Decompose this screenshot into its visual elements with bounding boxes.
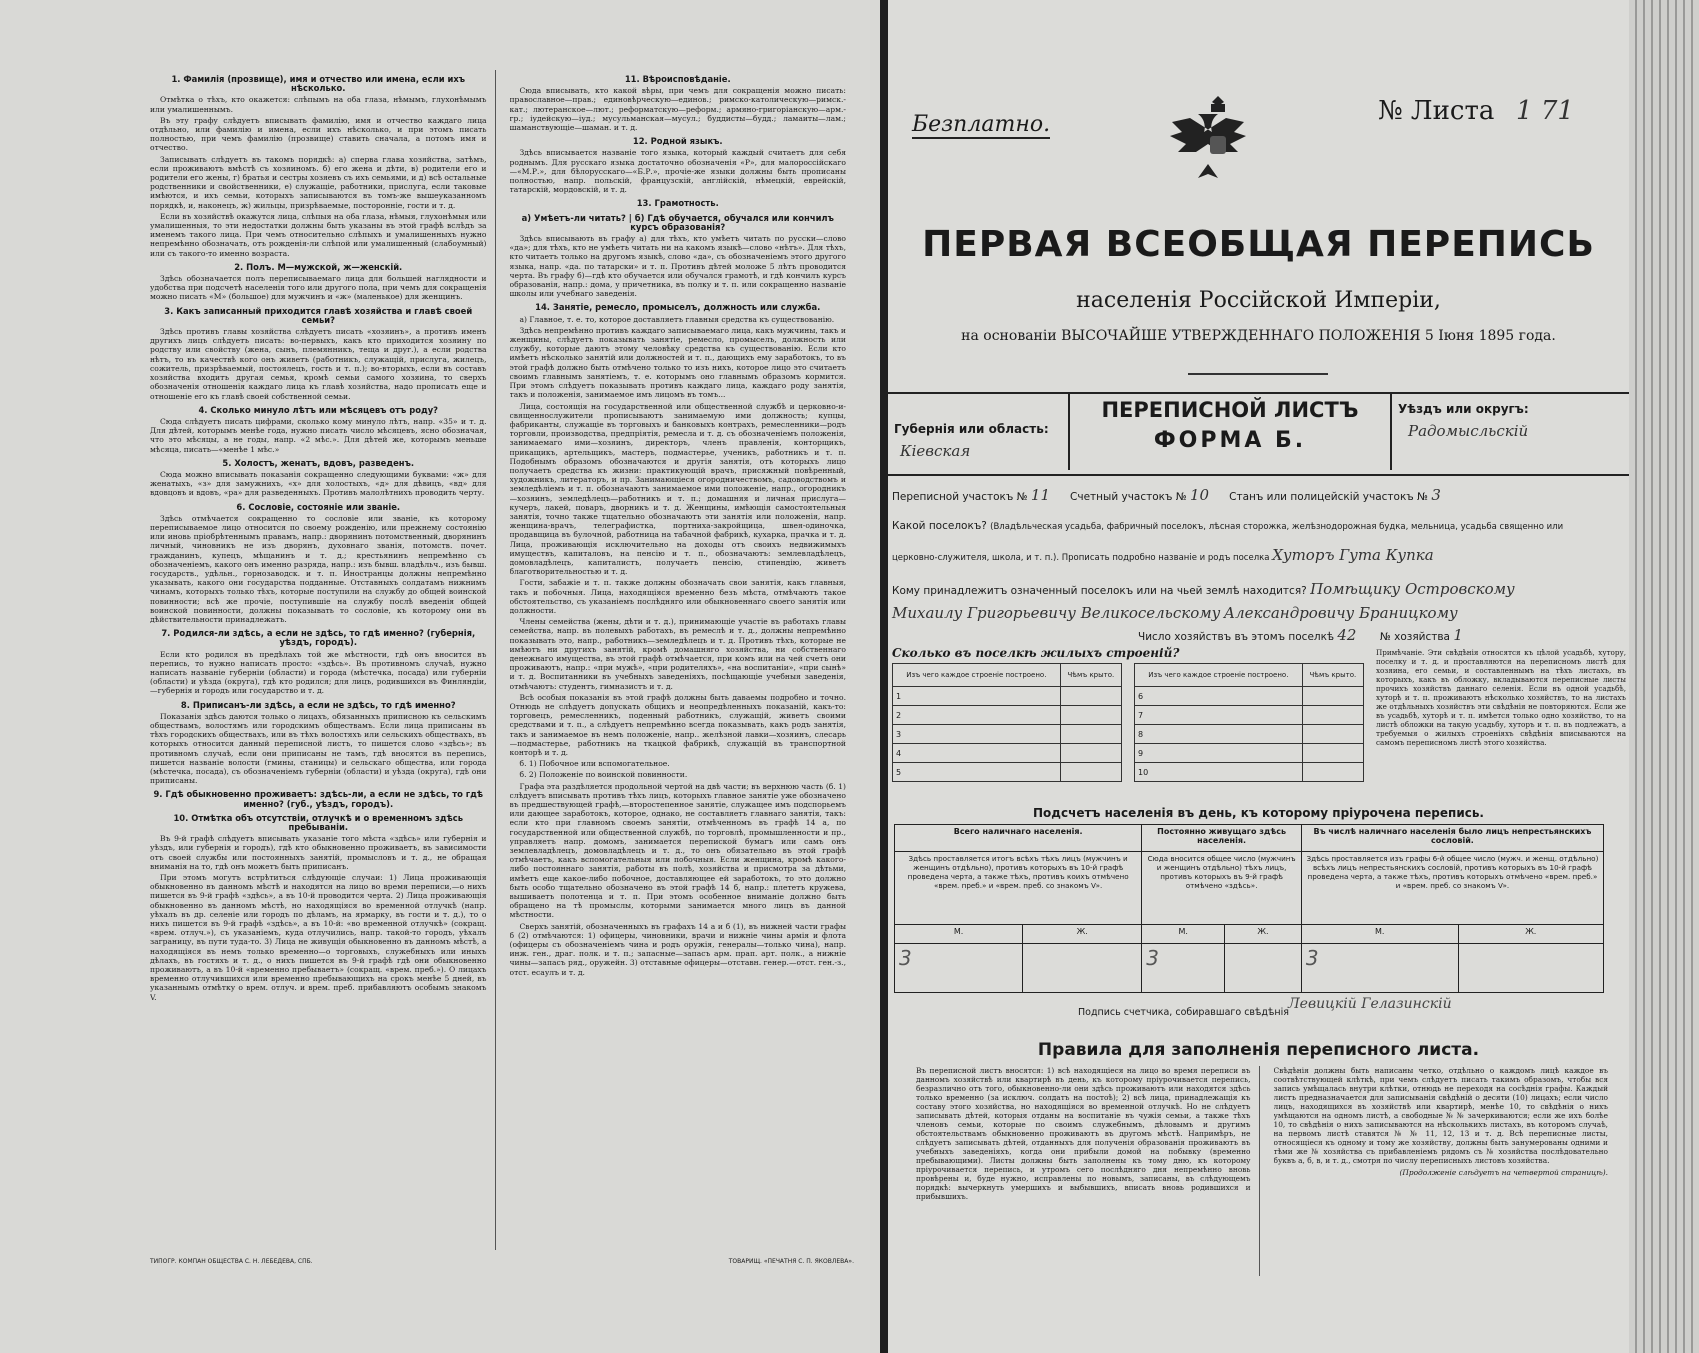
instruction-paragraph: Лица, состоящія на государственной или общественной службѣ и церковно-и-священнослужители прописываютъ занимаемую ими должность; купцы, фабриканты, служащіе въ торговыхъ и банковыхъ контрахъ, ремесленники—родъ торговли, производства, предпріятія, ремесла и т. д. съ обозначеніемъ положенія, занимаемаго ими—хозяинъ, директоръ, членъ правленія, конторщикъ, прикащикъ, артельщикъ, мастеръ, подмастерье, ученикъ, работникъ и т. п. Подобнымъ образомъ обозначаются и другія занятія, отъ которыхъ лицо получаетъ средства къ жизни: практикующій врачъ, присяжный повѣренный, художникъ, литераторъ, и пр. Занимающіеся огородничествомъ, садоводствомъ и земледѣліемъ и т. п. обозначаютъ занимаемое ими положеніе, напр., огородникъ—хозяинъ, земледѣлецъ—работникъ и т. п.; домашняя и личная прислуга—кучеръ, лакей, поваръ, дворникъ и т. д. Женщины, имѣющія самостоятельныя занятія, точно также тщательно обозначаютъ эти занятія или положенія, напр. женщина-врачъ, телеграфистка, портниха-закройщица, швея-одиночка, продавщица въ булочной, работница на табачной фабрикѣ, кухарка, прачка и т. д. Лица, проживающія исключительно на доходы отъ своихъ недвижимыхъ имуществъ, капиталовъ, на пенсію и т. п., обозначаютъ: землевладѣлецъ, домовладѣлецъ, капиталистъ, получаетъ пенсію, стипендію, живетъ благотворительностью и т. д. — [509, 401, 846, 577]
nonpeasant-header: Въ числѣ наличнаго населенія было лицъ непрестьянскихъ сословій. — [1301, 825, 1603, 852]
census-district-value: 11 — [1030, 486, 1051, 504]
instruction-paragraph: Отмѣтка о тѣхъ, кто окажется: слѣпымъ на оба глаза, нѣмымъ, глухонѣмымъ или умалишеннымъ. — [150, 95, 487, 114]
buildings-note: Примѣчаніе. Эти свѣдѣнія относятся къ цѣлой усадьбѣ, хутору, поселку и т. д. и проставляются на переписномъ листѣ для хозяина, его семьи, и составленнымъ на тѣхъ листахъ, въ которыхъ, какъ въ обложку, вкладываются переписные листы прочихъ хозяйствъ даннаго селенія. Если въ одной усадьбѣ, хуторѣ и т. п. проживаютъ нѣсколько хозяйствъ, то на листахъ же отдѣльныхъ хозяйствъ эти свѣдѣнія не повторяются. Если же въ усадьбѣ, хуторѣ и т. п. имѣется только одно хозяйство, то на листѣ обложки на такую усадьбу, хуторъ и т. п. въ подлежатъ, а требуемыя о жилыхъ строеніяхъ свѣдѣнія вписываются на самомъ переписномъ листѣ этого хозяйства. — [1376, 648, 1626, 747]
total-male-value: 3 — [895, 944, 1023, 993]
total-female-value — [1023, 944, 1142, 993]
households-value: 42 — [1337, 626, 1357, 644]
stacked-page-edges — [1629, 0, 1699, 1353]
police-district-value: 3 — [1431, 486, 1441, 504]
instruction-paragraph: а) Главное, т. е. то, которое доставляетъ главныя средства къ существованію. — [519, 314, 835, 324]
instruction-paragraph: Гости, забажіе и т. п. также должны обозначать свои занятія, какъ главныя, такъ и побочныя. Лица, находящіяся временно безъ мѣста, отмѣчаютъ такое обстоятельство, съ указаніемъ послѣдняго или обыкновеннаго своего занятія или должности. — [509, 578, 846, 615]
building-row-number: 4 — [893, 744, 1061, 763]
instruction-column-2 — [510, 70, 855, 1250]
household-number-value: 1 — [1453, 626, 1463, 644]
instruction-column-1 — [150, 70, 496, 1250]
building-roof-cell — [1060, 763, 1121, 782]
section-heading: а) Умѣетъ-ли читать? | б) Гдѣ обучается, обучался или кончилъ курсъ образованія? — [521, 212, 834, 232]
form-title-sheet: ПЕРЕПИСНОЙ ЛИСТЪ — [1101, 398, 1359, 422]
buildings-table-right: Изъ чего каждое строеніе построено. Чѣмъ крыто. 6 7 8 9 10 — [1134, 663, 1364, 782]
continued-note: (Продолженіе слѣдуетъ на четвертой страницѣ). — [1399, 1168, 1608, 1177]
section-heading: 10. Отмѣтка объ отсутствіи, отлучкѣ и о временномъ здѣсь пребываніи. — [173, 812, 464, 833]
gubernia-value: Кіевская — [900, 442, 971, 460]
census-title: ПЕРВАЯ ВСЕОБЩАЯ ПЕРЕПИСЬ — [922, 224, 1595, 265]
building-roof-cell — [1060, 687, 1121, 706]
total-population-header: Всего наличнаго населенія. — [895, 825, 1142, 852]
uezd-value: Радомысльскій — [1408, 422, 1529, 440]
sheet-number-value: 1 71 — [1516, 96, 1574, 126]
instruction-paragraph: б. 1) Побочное или вспомогательное. — [519, 759, 670, 769]
instruction-paragraph: Сверхъ занятій, обозначенныхъ въ графахъ 14 а и б (1), въ нижней части графы б (2) отмѣчаются: 1) офицеры, чиновники, врачи и нижніе чины армія и флота (офицеры съ обозначеніемъ чина и родъ оружія, генералы—только чина), напр. инж. ген., драг. полк. и т. п.; запасные—запасъ арм. прап. арт. полк., а нижніе чины—запасъ ряд., оружейн. 3) отставные офицеры—отставн. генер.—отст. ген.-з., отст. есаулъ и т. д. — [509, 921, 846, 977]
owner-line-2 — [892, 604, 1458, 622]
instruction-paragraph: Сюда можно вписывать показанія сокращенно следующими буквами: «ж» для женатыхъ, «з» для замужнихъ, «х» для холостыхъ, «д» для дѣвицъ, «вд» для вдовцовъ и вдовъ, «ра» для разведенныхъ. Противъ малолѣтнихъ проводить черту. — [150, 469, 487, 498]
instruction-paragraph: б. 2) Положеніе по воинской повинности. — [519, 770, 688, 780]
building-row-number: 8 — [1135, 725, 1303, 744]
building-roof-cell — [1060, 706, 1121, 725]
building-row — [893, 706, 1122, 725]
settlement-hint-line: церковно-служителя, школа, и т. п.). Прописать подробно названіе и родъ поселка Хуторъ Гута Купка — [892, 546, 1434, 564]
rules-column-1: Въ переписной листъ вносятся: 1) всѣ находящіеся на лицо во время переписи въ данномъ хозяйствѣ или квартирѣ въ день, къ которому пріурочивается перепись, безразлично отъ того, обыкновенно-ли они здѣсь проживаютъ или находятся здѣсь только временно (за исключ. солдатъ на постоѣ); 2) всѣ лица, принадлежащія къ составу этого хозяйства, но находящіяся во временной отлучкѣ. Но не слѣдуетъ записывать дѣтей, которыя отданы на воспитаніе въ чужія семьи, а также тѣхъ членовъ семьи, которые по своимъ служебнымъ, дѣловымъ и другимъ обстоятельствамъ обыкновенно проживаютъ въ другомъ мѣстѣ. Напримѣръ, не слѣдуетъ записывать дѣтей, отданныхъ для полученія образованія проживаютъ въ учебныхъ заведеніяхъ, когда они прибыли домой на побывку (временно пребывающими). Листы должны быть заполнены къ тому дню, къ которому пріурочивается перепись, и утромъ сего послѣдняго дня непремѣнно вновь провѣрены и, буде нужно, исправлены по новымъ, записаны, въ слѣдующемъ порядкѣ: вычеркнуть умершихъ и выбывшихъ, вписать вновь родившихся и прибывшихъ. — [916, 1066, 1260, 1276]
instruction-paragraph: Записывать слѣдуетъ въ такомъ порядкѣ: а) сперва глава хозяйства, затѣмъ, если проживаютъ вмѣстѣ съ хозяиномъ. б) его жена и дѣти, в) родители его и родители его жены, г) братья и сестры хозяевъ съ ихъ семьями, и д) всѣ остальные родственники и свойственники, е) служащіе, работники, прислуга, если таковые имѣются, и ихъ семьи, которыхъ записываются въ томъ-же вышеуказанномъ порядкѣ, и, наконецъ, ж) жильцы, призрѣваемые, посторонніе, гости и т. д. — [150, 154, 487, 210]
nonpeasant-female-value — [1458, 944, 1603, 993]
gubernia-label: Губернія или область: — [894, 422, 1049, 436]
rules-title: Правила для заполненія переписного листа. — [1037, 1040, 1480, 1060]
right-page-census-form — [888, 0, 1699, 1353]
instruction-paragraph: Сюда слѣдуетъ писать цифрами, сколько кому минуло лѣтъ, напр. «35» и т. д. Для дѣтей, которымъ менѣе года, нужно писать число мѣсяцевъ, ясно обозначая, что это мѣсяцы, а не годы, напр. «2 мѣс.». Для дѣтей же, которымъ меньше мѣсяца, писать—«менѣе 1 мѣс.» — [150, 416, 487, 454]
rules-column-2: Свѣдѣнія должны быть написаны четко, отдѣльно о каждомъ лицѣ каждое въ соотвѣтствующей клѣткѣ, при чемъ слѣдуетъ писать такимъ образомъ, чтобы вся запись умѣщалась внутри клѣтки, отнюдь не переходя на сосѣднія графы. Каждый листъ предназначается для записыванія свѣдѣній о десяти (10) лицахъ; если число лицъ, находящихся въ хозяйствѣ или квартирѣ, менѣе 10, то свѣдѣнія о нихъ умѣщаются на одномъ листѣ, а свободные № № зачеркиваются; если же ихъ болѣе 10, то свѣдѣнія о нихъ записываются на нѣсколькихъ листахъ, въ которомъ случаѣ, на первомъ листѣ ставятся № № 11, 12, 13 и т. д. Всѣ переписные листы, относящіеся къ одному и тому же хозяйству, должны быть занумерованы одними и тѣми же № хозяйства съ прибавленіемъ рядомъ съ № хозяйства послѣдовательно буквъ а, б, в, и т. д., смотря по числу переписныхъ листовъ хозяйства. (Продолженіе слѣдуетъ на четвертой страницѣ). — [1273, 1066, 1608, 1177]
permanent-male-value: 3 — [1142, 944, 1225, 993]
imperial-eagle-icon — [1163, 88, 1273, 198]
building-roof-cell — [1302, 763, 1363, 782]
sheet-number-label: № Листа — [1378, 96, 1495, 126]
instruction-paragraph: Здѣсь обозначается полъ переписываемаго лица для большей наглядности и удобства при подсчетѣ населенія того или другого пола, при чемъ для сокращенія можно писать «М» (большое) для мужчинъ и «ж» (маленькое) для женщинъ. — [150, 274, 487, 302]
owner-value-1: Помѣщику Островскому — [1310, 580, 1515, 598]
building-row — [1135, 744, 1364, 763]
instruction-columns — [150, 70, 854, 1250]
building-row-number: 1 — [893, 687, 1061, 706]
permanent-female-value — [1225, 944, 1302, 993]
owner-value-2: Михаилу Григорьевичу Великосельскому — [892, 604, 1221, 622]
form-header-box — [888, 392, 1629, 476]
building-row — [893, 687, 1122, 706]
instruction-paragraph: Здѣсь вписывають въ графу а) для тѣхъ, кто умѣетъ читать по русски—слово «да»; для тѣхъ, кто не умѣетъ читать ни на какомъ языкѣ—слово «нѣтъ». Для тѣхъ, кто читаетъ только на другомъ языкѣ, слово «да», съ обозначеніемъ этого другого языка, напр. «да. по татарски» и т. п. Противъ дѣтей моложе 5 лѣтъ проводится черта. Въ графу б)—гдѣ кто обучается или обучался грамотѣ, и гдѣ кончилъ курсъ образованія, напр.: дома, у причетника, въ полку и т. п. или сокращенно названіе школы или учебнаго заведенія. — [509, 234, 846, 299]
permanent-population-header: Постоянно живущаго здѣсь населенія. — [1142, 825, 1302, 852]
section-heading: 6. Сословіе, состояніе или званіе. — [236, 501, 401, 512]
instruction-paragraph: Показанія здѣсь даются только о лицахъ, обязанныхъ приписною къ сельскимъ обществамъ, волостямъ или городскимъ обществамъ. Если лица приписаны въ тѣхъ городскихъ обществахъ, или въ тѣхъ волостяхъ или сельскихъ обществахъ, въ которыхъ относится данный переписной листъ, то пишется слово «здѣсь»; въ противномъ случаѣ, если они приписаны не тамъ, гдѣ вносятся въ перепись, пишется названіе волости (гмины, станицы) и сельскаго общества, или города (мѣстечка, посада), съ обозначеніемъ губерніи (области) и уѣзда (округа), гдѣ они приписаны. — [150, 711, 487, 786]
buildings-table-left: Изъ чего каждое строеніе построено. Чѣмъ крыто. 1 2 3 4 5 — [892, 663, 1122, 782]
title-rule — [1188, 373, 1328, 375]
form-title — [1068, 394, 1392, 470]
building-roof-cell — [1060, 744, 1121, 763]
building-roof-cell — [1302, 744, 1363, 763]
instruction-paragraph: Сюда вписывать, кто какой вѣры, при чемъ для сокращенія можно писать: православное—прав.; единовѣрческую—единов.; римско-католическую—римск.-кат.; лютеранское—лют.; реформатскую—реформ.; армяно-григоріанскую—арм.-гр.; іудейскую—іуд.; мусульманская—мусул.; буддисты—будд.; ламаиты—лам.; шаманствующіе—шаман. и т. д. — [509, 86, 846, 133]
enumerator-signature-value: Левицкій Гелазинскій — [1288, 996, 1452, 1012]
free-label: Безплатно. — [912, 112, 1051, 137]
households-line: Число хозяйствъ въ этомъ поселкѣ 42 № хозяйства 1 — [1138, 626, 1463, 644]
instruction-paragraph: Здѣсь непремѣнно противъ каждаго записываемаго лица, какъ мужчины, такъ и женщины, слѣдуетъ показывать занятіе, ремесло, промыселъ, должность или службу, которые даютъ этому человѣку средства къ существованію. Если кто имѣетъ нѣсколько занятій или должностей и т. п., дающихъ ему заработокъ, то въ этой графѣ должно быть отмѣчено только то изъ нихъ, которое лицо это считаетъ своимъ главнымъ занятіемъ, т. е. которымъ оно главнымъ образомъ кормится. При этомъ слѣдуетъ показывать противъ каждаго лица, каждаго роду занятія, такъ и положенія, занимаемое имъ лицомъ въ томъ... — [509, 325, 846, 400]
instruction-paragraph: Члены семейства (жены, дѣти и т. д.), принимающіе участіе въ работахъ главы семейства, напр. въ полевыхъ работахъ, въ ремеслѣ и т. д., должны непремѣнно показывать это, напр., работникъ—земледѣлецъ и т. д. Противъ тѣхъ, которые не имѣютъ ни другихъ занятій, кромѣ домашняго хозяйства, ни собственнаго денежнаго имущества, въ этой графѣ отмѣчается, при комъ или на чей счетъ они проживаютъ, напр.: «при мужѣ», «при родителяхъ», «на воспитаніи», «при сынѣ» и т. д. Воспитанники въ учебныхъ заведеніяхъ, посѣщающіе учебныя заведенія, отмѣчаютъ: студентъ, гимназистъ и т. д. — [509, 617, 846, 691]
building-row — [893, 725, 1122, 744]
building-row — [893, 763, 1122, 782]
owner-line: Кому принадлежитъ означенный поселокъ или на чьей землѣ находится? Помѣщику Островскому — [892, 580, 1515, 598]
section-heading: 8. Приписанъ-ли здѣсь, а если не здѣсь, то гдѣ именно? — [180, 699, 456, 710]
instruction-paragraph: Въ эту графу слѣдуетъ вписывать фамилію, имя и отчество каждаго лица отдѣльно, или фамилію и имена, если ихъ нѣсколько, и при этомъ писать полностью, при чемъ фамилію (прозвище) ставить сначала, а потомъ имя и отчество. — [150, 115, 487, 153]
section-heading: 11. Вѣроисповѣданіе. — [624, 74, 731, 84]
instruction-paragraph: Если кто родился въ предѣлахъ той же мѣстности, гдѣ онъ вносится въ перепись, то нужно написать просто: «здѣсь». Въ противномъ случаѣ, нужно написать названіе губерніи (области) и города (мѣстечка, посада) или губерніи (области) и уѣзда (округа), гдѣ кто родился; для лицъ, родившихся въ Финляндіи,—губернія и городъ или государство и т. д. — [150, 649, 487, 696]
building-row-number: 9 — [1135, 744, 1303, 763]
building-row-number: 2 — [893, 706, 1061, 725]
building-row-number: 6 — [1135, 687, 1303, 706]
population-count-title: Подсчетъ населенія въ день, къ которому пріурочена перепись. — [1033, 806, 1484, 820]
instruction-paragraph: При этомъ могутъ встрѣтиться слѣдующіе случаи: 1) Лица проживающія обыкновенно въ данномъ мѣстѣ и находятся на лицо во время переписи,—о нихъ пишется въ 9-й графѣ «здѣсь», а въ 10-й проводится черта. 2) Лица проживающія обыкновенно въ данномъ мѣстѣ, но находящіяся во временной отлучкѣ (напр. уѣхалъ въ др. селеніе или городъ по дѣламъ, на ярмарку, въ гости и т. д.), то о нихъ пишется въ 9-й графѣ «здѣсь», а въ 10-й: «во временной отлучкѣ» (сокращ. «врем. отлуч.»), съ указаніемъ, куда отлучились, напр. такой-то городъ, уѣхалъ заграницу, въ пути туда-то. 3) Лица не живущія обыкновенно въ данномъ мѣстѣ, а находящіяся въ немъ только временно—о торговыхъ, служебныхъ или иныхъ дѣлахъ, въ гостяхъ и т. д., о нихъ пишется въ 9-й графѣ гдѣ они обыкновенно проживаютъ, а въ 10-й «временно пребываетъ» (сокращ. «врем. преб.»). О лицахъ временно отлучившихся или временно пребывающихъ на срокъ менѣе 5 дней, въ указаннымъ отмѣтку о врем. отлуч. и врем. преб. прибавляютъ особымъ знакомъ V. — [150, 873, 487, 1002]
nonpeasant-male-value: 3 — [1301, 944, 1458, 993]
building-row-number: 5 — [893, 763, 1061, 782]
section-heading: 3. Какъ записанный приходится главѣ хозяйства и главѣ своей семьи? — [164, 305, 473, 325]
section-heading: 7. Родился-ли здѣсь, а если не здѣсь, то гдѣ именно? (губернія, уѣздъ, городъ). — [161, 628, 476, 648]
building-row-number: 10 — [1135, 763, 1303, 782]
district-line: Переписной участокъ № 11 Счетный участокъ № 10 Станъ или полицейскій участокъ № 3 — [892, 486, 1441, 504]
building-row — [1135, 725, 1364, 744]
section-heading: 13. Грамотность. — [636, 198, 719, 209]
building-roof-cell — [1302, 687, 1363, 706]
building-row — [1135, 763, 1364, 782]
instruction-paragraph: Здѣсь отмѣчается сокращенно то сословіе или званіе, къ которому переписываемое лицо относится по своему рожденію, или прежнему состоянію или иновь пріобрѣтеннымъ правамъ, напр.: дворянинъ потомственный, дворянинъ личный, чиновникъ не изъ дворянъ, духовнаго званія, потомств. почет. гражданинъ, купецъ, мѣщанинъ и т. д.; крестьянинъ непремѣнно съ обозначеніемъ, какого онъ именно разряда, напр.: изъ бывш. владѣльч., изъ бывш. государств., удѣльн., горнозаводск. и т. п. Иностранцы должны непремѣнно указывать, какого они государства подданные. Отставныхъ солдатамъ нижнимъ чинамъ, которыхъ только тѣхъ, которые поступили на службу до общей воинской повинности; всѣ же прочіе, поступившіе на службу послѣ введенія общей воинской повинности, должны показывать то сословіе, къ которому они въ дѣйствительности принадлежатъ. — [150, 513, 487, 624]
building-row — [1135, 687, 1364, 706]
corner-number: 71 — [1540, 96, 1574, 126]
building-row-number: 3 — [893, 725, 1061, 744]
section-heading: 4. Сколько минуло лѣтъ или мѣсяцевъ отъ роду? — [198, 404, 439, 415]
rules-columns — [916, 1066, 1616, 1276]
section-heading: 1. Фамилія (прозвище), имя и отчество или имена, если ихъ нѣсколько. — [171, 74, 466, 94]
instruction-paragraph: Здѣсь противъ главы хозяйства слѣдуетъ писать «хозяинъ», а противъ именъ другихъ лицъ слѣдуетъ писать: во-первыхъ, какъ кто приходится хозяину по родству или свойству (жена, сынъ, племянникъ, теща и друг.), а если родства нѣтъ, то въ качествѣ кого онъ живетъ (работникъ, служащій, прислуга, жилецъ, сожитель, призрѣваемый, постоялецъ, гость и т. п.); во-вторыхъ, если въ составъ хозяйства входитъ другая семья, кромѣ семьи самого хозяина, то сверхъ обозначенія отношенія каждаго лица къ главѣ хозяйства, надо прописать еще и отношеніе его къ главѣ своей собственной семьи. — [150, 327, 487, 401]
printer-imprint-right: ТОВАРИЩ. «ПЕЧАТНЯ С. П. ЯКОВЛЕВА». — [728, 1258, 854, 1265]
building-row — [893, 744, 1122, 763]
buildings-title: Сколько въ поселкѣ жилыхъ строеній? — [892, 646, 1180, 660]
census-basis: на основаніи ВЫСОЧАЙШЕ УТВЕРЖДЕННАГО ПОЛОЖЕНІЯ 5 Іюня 1895 года. — [961, 328, 1556, 344]
building-row — [1135, 706, 1364, 725]
settlement-value: Хуторъ Гута Купка — [1272, 546, 1434, 564]
instruction-paragraph: Здѣсь вписывается названіе того языка, который каждый считаетъ для себя роднымъ. Для русскаго языка достаточно обозначенія «Р», для малороссійскаго—«М.Р.», для бѣлорусскаго—«Б.Р.», прочіе-же языки должны быть прописаны полностью, напр. польскій, французскій, англійскій, нѣмецкій, еврейскій, татарскій, мордовскій, и т. д. — [509, 148, 846, 195]
census-subtitle: населенія Россійской Имперіи, — [1076, 288, 1441, 313]
printer-imprint-left: ТИПОГР. КОМПАН ОБЩЕСТВА С. Н. ЛЕБЕДЕВА, СПБ. — [150, 1258, 313, 1265]
population-count-table: Всего наличнаго населенія. Постоянно живущаго здѣсь населенія. Въ числѣ наличнаго населенія было лицъ непрестьянскихъ сословій. Здѣсь проставляется итогъ всѣхъ тѣхъ лицъ (мужчинъ и женщинъ отдѣльно), противъ которыхъ въ 10-й графѣ проведена черта, а также тѣхъ, противъ коихъ отмѣчено «врем. преб.» и «врем. преб. со знакомъ V». Сюда вносится общее число (мужчинъ и женщинъ отдѣльно) тѣхъ лицъ, противъ которыхъ въ 9-й графѣ отмѣчено «здѣсь». Здѣсь проставляется изъ графы 6-й общее число (мужч. и женщ. отдѣльно) всѣхъ лицъ непрестьянскихъ сословій, противъ которыхъ въ 10-й графѣ проведена черта, а также тѣхъ, противъ которыхъ отмѣчено «врем. преб.» и «врем. преб. со знакомъ V». М. Ж. М. Ж. М. Ж. 3 3 3 — [894, 824, 1604, 993]
instruction-paragraph: Графа эта раздѣляется продольной чертой на двѣ части; въ верхнюю часть (б. 1) слѣдуетъ вписывать противъ тѣхъ лицъ, которыхъ главное занятіе уже обозначено въ предшествующей графѣ,—второстепенное занятіе, служащее имъ подспорьемъ или дающее заработокъ, которое, однако, не составляетъ главнаго занятія, такъ: если кто при главномъ своемъ занятіи, отмѣченномъ въ графѣ 14 а, по государственной или общественной службѣ, по торговлѣ, промышленности и пр., управляетъ напр. домомъ, занимается перепиской бумагъ или самъ онъ землевладѣлецъ, домовладѣлецъ и т. д., то онъ обязательно въ этой графѣ отмѣчаетъ, какъ вспомогательныя или побочныя. Если женщина, кромѣ какого-либо постояннаго занятія, работы въ полѣ, хозяйства и присмотра за дѣтьми, имѣетъ еще какое-либо побочное, доставляющее ей заработокъ, то это должно быть особо тщательно обозначено въ этой графѣ 14 б, напр.: плететъ кружева, вышиваетъ полотенца и т. п. При этомъ особенное вниманіе должно быть обращено на тѣ промыслы, которыми занимается много лицъ въ данной мѣстности. — [509, 781, 846, 920]
building-roof-cell — [1060, 725, 1121, 744]
section-heading: 12. Родной языкъ. — [632, 136, 723, 147]
printer-imprints — [150, 1258, 854, 1265]
section-heading: 9. Гдѣ обыкновенно проживаетъ: здѣсь-ли, а если не здѣсь, то гдѣ именно? (губ., уѣздъ, городъ). — [153, 789, 484, 809]
section-heading: 2. Полъ. М—мужской, ж—женскій. — [234, 261, 403, 272]
building-roof-cell — [1302, 706, 1363, 725]
instruction-paragraph: Всѣ особыя показанія въ этой графѣ должны быть даваемы подробно и точно. Отнюдь не слѣдуетъ допускать общихъ и неопредѣленныхъ показаній, какъ-то: торговецъ, ремесленникъ, поденный работникъ, служащій, живетъ своими средствами и т. п., а слѣдуетъ непремѣнно всегда показывать, какъ родъ занятія, такъ и занимаемое въ немъ положеніе, напр.. желѣзной лавки—хозяинъ, слесарь—подмастерье, работникъ на ткацкой фабрикѣ, служащій въ транспортной конторѣ и т. д. — [509, 692, 846, 758]
section-heading: 14. Занятіе, ремесло, промыселъ, должность или служба. — [535, 302, 821, 313]
count-district-value: 10 — [1190, 486, 1210, 504]
form-title-form: ФОРМА Б. — [1153, 428, 1307, 453]
instruction-paragraph: Если въ хозяйствѣ окажутся лица, слѣпыя на оба глаза, нѣмыя, глухонѣмыя или умалишенныя, то эти недостатки должны быть указаны въ этой графѣ вслѣдъ за именемъ такого лица. При чемъ относительно слѣпыхъ и умалишенныхъ нужно непремѣнно обозначать, отъ рожденія-ли слѣпой или умалишенный (слабоумный) или съ такого-то именно возраста. — [150, 211, 487, 258]
building-row-number: 7 — [1135, 706, 1303, 725]
instruction-paragraph: Въ 9-й графѣ слѣдуетъ вписывать указаніе того мѣста «здѣсь» или губернія и уѣздъ, или губернія и городъ), гдѣ кто обыкновенно проживаетъ, въ зависимости отъ своей службы или постоянныхъ занятій, промысловъ и т. д., не обращая вниманія на то, гдѣ онъ можетъ быть приписанъ. — [150, 834, 487, 871]
enumerator-signature-label: Подпись счетчика, собиравшаго свѣдѣнія — [1078, 1007, 1289, 1018]
uezd-label: Уѣздъ или округъ: — [1398, 402, 1529, 416]
settlement-line: Какой поселокъ? (Владѣльческая усадьба, фабричный поселокъ, лѣсная сторожка, желѣзнодорожная будка, мельница, усадьба священно или — [892, 520, 1564, 532]
section-heading: 5. Холостъ, женатъ, вдовъ, разведенъ. — [222, 457, 415, 468]
book-gutter — [880, 0, 888, 1353]
owner-value-3: Александровичу Браницкому — [1223, 604, 1458, 622]
building-roof-cell — [1302, 725, 1363, 744]
